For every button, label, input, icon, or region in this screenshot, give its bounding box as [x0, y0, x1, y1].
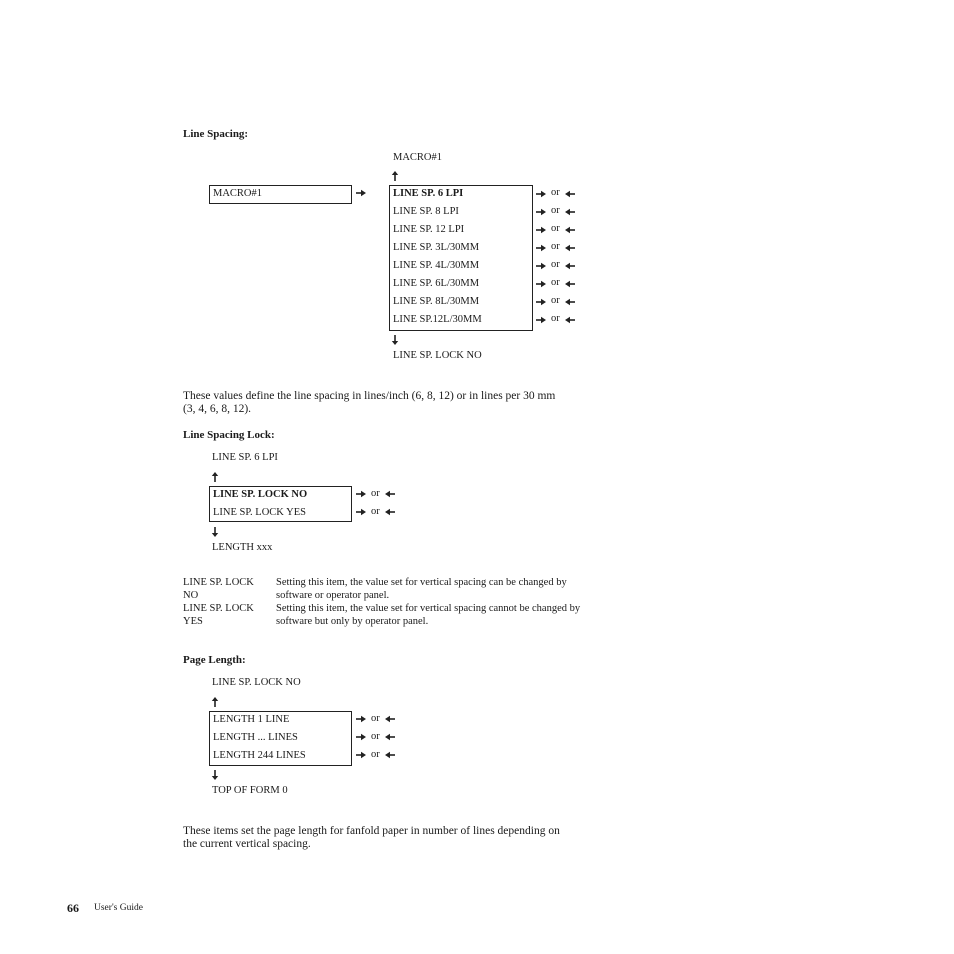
up-arrow-icon: [211, 472, 219, 482]
macro-entry-label: MACRO#1: [213, 188, 263, 199]
page-length-description-line1: These items set the page length for fanfold paper in number of lines depending on: [183, 825, 560, 837]
right-arrow-icon: [356, 189, 366, 197]
page-length-item: LENGTH 1 LINE: [213, 714, 290, 725]
down-arrow-icon: [211, 527, 219, 537]
line-spacing-item: LINE SP. 8L/30MM: [393, 296, 480, 307]
down-arrow-icon: [211, 770, 219, 780]
lock-heading: Line Spacing Lock:: [183, 429, 275, 441]
macro-entry-box: [209, 185, 352, 204]
page-length-below-label: TOP OF FORM 0: [212, 785, 288, 796]
or-label: or: [551, 205, 560, 216]
right-arrow-icon: [356, 715, 366, 723]
right-arrow-icon: [536, 244, 546, 252]
left-arrow-icon: [385, 751, 395, 759]
page-length-item: LENGTH 244 LINES: [213, 750, 306, 761]
line-spacing-menu: [389, 185, 533, 331]
page-number: 66: [67, 901, 79, 915]
left-arrow-icon: [565, 208, 575, 216]
left-arrow-icon: [385, 508, 395, 516]
page-length-above-label: LINE SP. LOCK NO: [212, 677, 301, 688]
right-arrow-icon: [536, 280, 546, 288]
or-label: or: [551, 277, 560, 288]
up-arrow-icon: [211, 697, 219, 707]
page-length-item: LENGTH ... LINES: [213, 732, 298, 743]
or-label: or: [551, 313, 560, 324]
lock-item: LINE SP. LOCK NO: [213, 489, 308, 500]
line-spacing-description-line1: These values define the line spacing in lines/inch (6, 8, 12) or in lines per 30 mm: [183, 390, 556, 402]
lock-below-label: LENGTH xxx: [212, 542, 273, 553]
line-spacing-item: LINE SP.12L/30MM: [393, 314, 482, 325]
or-label: or: [371, 749, 380, 760]
line-spacing-item: LINE SP. 6 LPI: [393, 188, 464, 199]
page-length-heading: Page Length:: [183, 654, 246, 666]
left-arrow-icon: [565, 244, 575, 252]
or-label: or: [371, 731, 380, 742]
right-arrow-icon: [536, 262, 546, 270]
or-label: or: [551, 259, 560, 270]
definition-term: YES: [183, 616, 203, 627]
line-spacing-item: LINE SP. 4L/30MM: [393, 260, 480, 271]
line-spacing-below-label: LINE SP. LOCK NO: [393, 350, 482, 361]
right-arrow-icon: [536, 208, 546, 216]
footer-title: User's Guide: [94, 903, 143, 913]
or-label: or: [371, 488, 380, 499]
left-arrow-icon: [385, 715, 395, 723]
page-length-description-line2: the current vertical spacing.: [183, 838, 311, 850]
definition-description: software but only by operator panel.: [276, 616, 429, 627]
right-arrow-icon: [356, 490, 366, 498]
right-arrow-icon: [356, 508, 366, 516]
left-arrow-icon: [565, 226, 575, 234]
left-arrow-icon: [565, 262, 575, 270]
lock-menu: [209, 486, 352, 522]
definition-term: NO: [183, 590, 199, 601]
or-label: or: [551, 241, 560, 252]
line-spacing-item: LINE SP. 6L/30MM: [393, 278, 480, 289]
definition-term: LINE SP. LOCK: [183, 603, 254, 614]
lock-item: LINE SP. LOCK YES: [213, 507, 306, 518]
right-arrow-icon: [356, 751, 366, 759]
up-arrow-icon: [391, 171, 399, 181]
left-arrow-icon: [565, 316, 575, 324]
definition-term: LINE SP. LOCK: [183, 577, 254, 588]
or-label: or: [551, 223, 560, 234]
definition-description: Setting this item, the value set for vertical spacing can be changed by: [276, 577, 567, 588]
lock-above-label: LINE SP. 6 LPI: [212, 452, 278, 463]
definition-description: software or operator panel.: [276, 590, 390, 601]
right-arrow-icon: [536, 190, 546, 198]
line-spacing-item: LINE SP. 12 LPI: [393, 224, 465, 235]
or-label: or: [371, 506, 380, 517]
right-arrow-icon: [536, 316, 546, 324]
or-label: or: [551, 187, 560, 198]
left-arrow-icon: [565, 298, 575, 306]
right-arrow-icon: [356, 733, 366, 741]
down-arrow-icon: [391, 335, 399, 345]
right-arrow-icon: [536, 298, 546, 306]
line-spacing-above-label: MACRO#1: [393, 152, 443, 163]
definition-description: Setting this item, the value set for vertical spacing cannot be changed by: [276, 603, 581, 614]
left-arrow-icon: [385, 490, 395, 498]
left-arrow-icon: [565, 280, 575, 288]
line-spacing-item: LINE SP. 3L/30MM: [393, 242, 480, 253]
line-spacing-item: LINE SP. 8 LPI: [393, 206, 459, 217]
line-spacing-heading: Line Spacing:: [183, 128, 249, 140]
or-label: or: [371, 713, 380, 724]
left-arrow-icon: [385, 733, 395, 741]
right-arrow-icon: [536, 226, 546, 234]
left-arrow-icon: [565, 190, 575, 198]
page-length-menu: [209, 711, 352, 766]
line-spacing-description-line2: (3, 4, 6, 8, 12).: [183, 403, 252, 415]
or-label: or: [551, 295, 560, 306]
